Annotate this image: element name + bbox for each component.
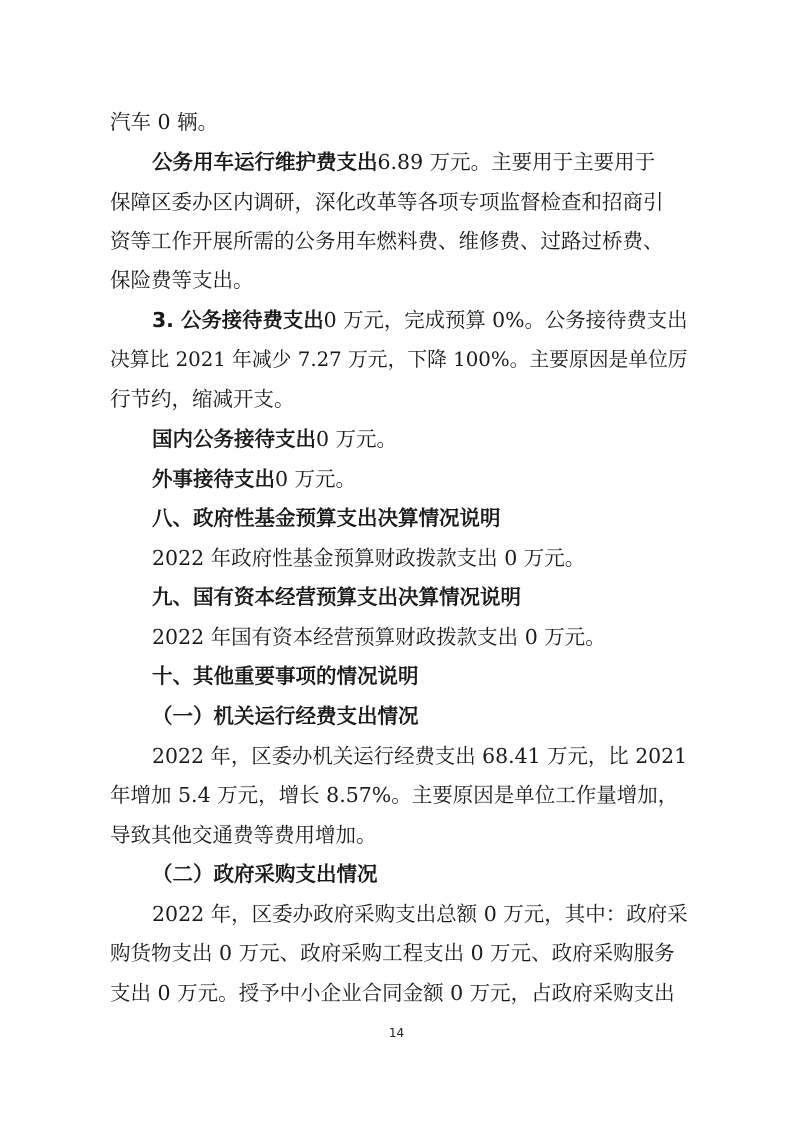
page-number: 14 bbox=[388, 1026, 405, 1040]
paragraph-line bbox=[110, 346, 688, 374]
paragraph-line bbox=[110, 266, 254, 294]
line-text: 2022 年国有资本经营预算财政拨款支出 0 万元。 bbox=[152, 625, 606, 649]
line-heading: （一）机关运行经费支出情况 bbox=[152, 704, 419, 728]
section-heading bbox=[152, 662, 419, 690]
paragraph-line bbox=[152, 148, 655, 176]
paragraph-line bbox=[110, 979, 675, 1007]
paragraph-line bbox=[152, 742, 687, 770]
paragraph-line bbox=[110, 227, 664, 255]
line-heading: （二）政府采购支出情况 bbox=[152, 862, 378, 886]
line-text: 保障区委办区内调研，深化改革等各项专项监督检查和招商引 bbox=[110, 190, 664, 214]
paragraph-line bbox=[152, 306, 688, 334]
paragraph-line bbox=[152, 425, 397, 453]
paragraph-line bbox=[110, 781, 678, 809]
line-text: 年增加 5.4 万元，增长 8.57%。主要原因是单位工作量增加， bbox=[110, 783, 679, 807]
section-heading bbox=[152, 583, 521, 611]
line-heading: 九、国有资本经营预算支出决算情况说明 bbox=[152, 585, 521, 609]
line-heading: 十、其他重要事项的情况说明 bbox=[152, 664, 419, 688]
line-text: 保险费等支出。 bbox=[110, 268, 254, 292]
line-heading: 八、政府性基金预算支出决算情况说明 bbox=[152, 506, 501, 530]
paragraph-line bbox=[152, 465, 356, 493]
line-heading: 公务用车运行维护费支出 bbox=[152, 150, 378, 174]
line-text: 汽车 0 辆。 bbox=[110, 110, 219, 134]
subsection-heading bbox=[152, 702, 419, 730]
line-text: 2022 年政府性基金预算财政拨款支出 0 万元。 bbox=[152, 546, 586, 570]
paragraph-line bbox=[152, 623, 606, 651]
paragraph-line bbox=[110, 188, 664, 216]
line-text: 2022 年，区委办机关运行经费支出 68.41 万元，比 2021 bbox=[152, 744, 688, 768]
paragraph-line bbox=[110, 821, 377, 849]
line-text: 支出 0 万元。授予中小企业合同金额 0 万元，占政府采购支出 bbox=[110, 981, 675, 1005]
line-text: 资等工作开展所需的公务用车燃料费、维修费、过路过桥费、 bbox=[110, 229, 664, 253]
line-heading: 国内公务接待支出 bbox=[152, 427, 316, 451]
paragraph-line bbox=[110, 385, 295, 413]
section-heading bbox=[152, 504, 501, 532]
line-text: 0 万元，完成预算 0%。公务接待费支出 bbox=[323, 308, 688, 332]
line-text: 购货物支出 0 万元、政府采购工程支出 0 万元、政府采购服务 bbox=[110, 941, 675, 965]
paragraph-line bbox=[110, 939, 675, 967]
line-text: 行节约，缩减开支。 bbox=[110, 387, 295, 411]
line-heading: 3. 公务接待费支出 bbox=[152, 308, 324, 332]
paragraph-line bbox=[152, 900, 688, 928]
paragraph-line bbox=[110, 108, 218, 136]
line-text: 决算比 2021 年减少 7.27 万元，下降 100%。主要原因是单位厉 bbox=[110, 348, 688, 371]
line-text: 0 万元。 bbox=[275, 467, 357, 491]
line-text: 导致其他交通费等费用增加。 bbox=[110, 823, 377, 847]
line-heading: 外事接待支出 bbox=[152, 467, 275, 491]
line-text: 6.89 万元。主要用于主要用于 bbox=[377, 150, 656, 174]
subsection-heading bbox=[152, 860, 378, 888]
paragraph-line bbox=[152, 544, 585, 572]
line-text: 2022 年，区委办政府采购支出总额 0 万元，其中：政府采 bbox=[152, 902, 688, 926]
line-text: 0 万元。 bbox=[316, 427, 398, 451]
